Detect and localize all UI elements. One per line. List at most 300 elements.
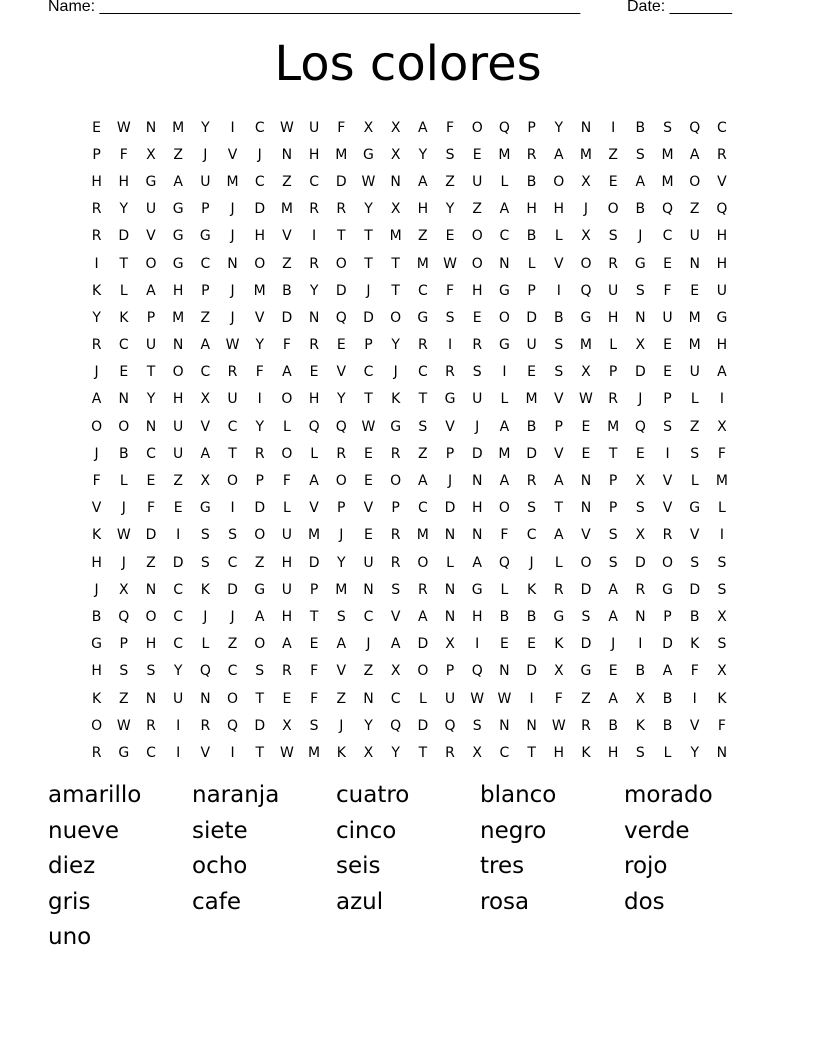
word-bank-item: cafe: [192, 888, 241, 915]
grid-letter: H: [91, 554, 102, 571]
grid-letter: A: [608, 690, 618, 707]
grid-letter: W: [443, 255, 457, 272]
grid-letter: S: [200, 527, 210, 544]
grid-letter: L: [554, 228, 563, 245]
grid-letter: S: [119, 663, 129, 680]
grid-letter: N: [689, 255, 700, 272]
grid-letter: S: [690, 554, 700, 571]
grid-letter: E: [472, 309, 482, 326]
grid-letter: B: [282, 282, 292, 299]
grid-letter: S: [635, 282, 645, 299]
grid-letter: J: [230, 608, 235, 625]
grid-letter: P: [445, 663, 455, 680]
grid-letter: B: [635, 663, 646, 680]
grid-letter: M: [335, 581, 348, 598]
grid-letter: Q: [308, 418, 320, 435]
grid-letter: G: [172, 228, 184, 245]
grid-letter: I: [665, 445, 670, 462]
grid-letter: S: [445, 146, 455, 163]
grid-letter: M: [308, 744, 321, 761]
grid-letter: I: [312, 228, 317, 245]
grid-letter: O: [498, 500, 510, 517]
grid-letter: Q: [335, 418, 347, 435]
grid-letter: I: [556, 282, 561, 299]
grid-letter: E: [663, 255, 672, 272]
grid-letter: G: [498, 282, 510, 299]
grid-letter: I: [230, 119, 235, 136]
grid-letter: W: [361, 418, 376, 435]
grid-letter: Q: [118, 608, 130, 625]
grid-letter: C: [173, 636, 184, 653]
grid-letter: R: [282, 663, 292, 680]
grid-letter: H: [254, 228, 265, 245]
grid-letter: V: [553, 445, 564, 462]
grid-letter: P: [527, 282, 536, 299]
grid-letter: T: [554, 500, 564, 517]
grid-letter: Y: [445, 201, 455, 218]
grid-letter: G: [444, 391, 456, 408]
grid-letter: L: [283, 500, 291, 517]
grid-letter: N: [580, 500, 592, 517]
grid-letter: H: [553, 201, 565, 218]
grid-letter: C: [118, 337, 129, 354]
grid-letter: H: [118, 173, 130, 190]
grid-letter: P: [92, 146, 101, 163]
grid-letter: Q: [498, 554, 510, 571]
grid-letter: A: [553, 527, 564, 544]
grid-letter: S: [581, 608, 591, 625]
grid-letter: R: [91, 337, 102, 354]
grid-letter: E: [146, 473, 156, 490]
grid-letter: M: [308, 527, 321, 544]
grid-letter: N: [145, 581, 157, 598]
grid-letter: E: [282, 690, 292, 707]
grid-letter: S: [309, 717, 319, 734]
grid-letter: E: [663, 337, 672, 354]
grid-letter: R: [608, 391, 619, 408]
grid-letter: G: [363, 146, 374, 163]
grid-letter: F: [255, 364, 264, 381]
grid-letter: J: [529, 554, 534, 571]
grid-letter: I: [447, 337, 453, 354]
grid-letter: X: [200, 473, 211, 490]
grid-letter: A: [717, 364, 727, 381]
grid-letter: S: [200, 554, 210, 571]
grid-letter: P: [445, 445, 455, 462]
grid-letter: Y: [119, 201, 129, 218]
grid-letter: D: [662, 636, 673, 653]
grid-letter: N: [145, 119, 157, 136]
grid-letter: O: [417, 554, 429, 571]
grid-letter: Q: [390, 717, 402, 734]
grid-letter: I: [176, 527, 181, 544]
grid-letter: N: [471, 473, 483, 490]
grid-letter: C: [200, 364, 211, 381]
grid-letter: J: [94, 445, 99, 462]
grid-letter: Y: [391, 337, 400, 354]
grid-letter: L: [201, 636, 210, 653]
grid-letter: A: [418, 473, 428, 490]
grid-letter: X: [146, 146, 156, 163]
grid-letter: J: [393, 364, 398, 381]
grid-letter: V: [390, 608, 401, 625]
grid-letter: N: [172, 337, 184, 354]
grid-letter: B: [689, 608, 700, 625]
grid-letter: L: [283, 418, 291, 435]
grid-letter: N: [526, 717, 537, 734]
grid-letter: E: [119, 364, 129, 381]
grid-letter: Z: [200, 309, 211, 326]
grid-letter: H: [281, 608, 293, 625]
grid-letter: N: [227, 255, 238, 272]
grid-letter: K: [581, 744, 591, 761]
word-bank-item: gris: [48, 888, 91, 915]
grid-letter: Q: [199, 663, 211, 680]
grid-letter: Y: [309, 282, 319, 299]
grid-letter: K: [119, 309, 129, 326]
grid-letter: J: [366, 282, 371, 299]
grid-letter: X: [390, 201, 401, 218]
grid-letter: G: [580, 309, 592, 326]
grid-letter: N: [118, 391, 130, 408]
grid-letter: C: [390, 690, 401, 707]
grid-letter: O: [390, 473, 402, 490]
grid-letter: J: [94, 364, 99, 381]
grid-letter: N: [145, 690, 157, 707]
grid-letter: C: [417, 282, 428, 299]
grid-letter: T: [364, 228, 373, 245]
grid-letter: D: [417, 717, 429, 734]
grid-letter: Y: [337, 554, 346, 571]
grid-letter: F: [663, 282, 672, 299]
grid-letter: Q: [227, 717, 239, 734]
grid-letter: D: [634, 364, 646, 381]
grid-letter: J: [339, 527, 344, 544]
grid-letter: E: [608, 663, 618, 680]
grid-letter: G: [118, 744, 130, 761]
grid-letter: R: [390, 554, 401, 571]
grid-letter: A: [635, 173, 646, 190]
grid-letter: R: [146, 717, 156, 734]
grid-letter: J: [203, 608, 208, 625]
grid-letter: W: [116, 119, 131, 136]
grid-letter: H: [607, 744, 619, 761]
grid-letter: U: [145, 337, 157, 354]
grid-letter: Z: [581, 690, 591, 707]
grid-letter: H: [91, 663, 102, 680]
grid-letter: T: [608, 445, 618, 462]
grid-letter: W: [579, 391, 593, 408]
grid-letter: M: [416, 255, 429, 272]
grid-letter: J: [339, 717, 344, 734]
grid-letter: S: [554, 364, 564, 381]
grid-letter: Y: [255, 418, 264, 435]
grid-letter: J: [230, 282, 235, 299]
grid-letter: M: [280, 201, 293, 218]
grid-letter: T: [309, 608, 319, 625]
grid-letter: M: [335, 146, 348, 163]
grid-letter: X: [200, 391, 211, 408]
grid-letter: Z: [689, 418, 700, 435]
grid-letter: L: [500, 581, 509, 598]
grid-letter: S: [717, 636, 727, 653]
grid-letter: L: [718, 500, 726, 517]
name-field-label: Name: ______________________________________________________: [48, 0, 581, 15]
grid-letter: R: [309, 201, 319, 218]
word-bank-item: amarillo: [48, 782, 142, 808]
grid-letter: O: [689, 173, 701, 190]
grid-letter: T: [337, 228, 346, 245]
grid-letter: V: [227, 146, 238, 163]
grid-letter: S: [663, 119, 672, 136]
grid-letter: P: [608, 500, 618, 517]
grid-letter: Q: [716, 201, 728, 218]
grid-letter: W: [116, 717, 131, 734]
grid-letter: D: [118, 228, 130, 245]
grid-letter: Z: [689, 201, 700, 218]
grid-letter: N: [580, 473, 592, 490]
grid-letter: C: [254, 119, 265, 136]
grid-letter: R: [309, 255, 319, 272]
grid-letter: N: [145, 418, 157, 435]
grid-letter: V: [717, 173, 727, 190]
grid-letter: Y: [690, 744, 699, 761]
grid-letter: U: [526, 337, 537, 354]
grid-letter: Z: [282, 255, 292, 272]
grid-letter: J: [230, 309, 235, 326]
grid-letter: X: [581, 173, 591, 190]
grid-letter: A: [309, 473, 319, 490]
grid-letter: D: [417, 636, 429, 653]
grid-letter: F: [282, 473, 291, 490]
grid-letter: Y: [92, 309, 101, 326]
grid-letter: A: [499, 201, 510, 218]
grid-letter: N: [635, 608, 646, 625]
grid-letter: R: [336, 445, 347, 462]
grid-letter: C: [146, 744, 156, 761]
grid-letter: B: [662, 690, 673, 707]
grid-letter: R: [91, 228, 102, 245]
grid-letter: S: [146, 663, 156, 680]
grid-letter: O: [553, 173, 565, 190]
grid-letter: D: [145, 527, 157, 544]
grid-letter: D: [335, 282, 347, 299]
grid-letter: M: [688, 309, 701, 326]
grid-letter: D: [172, 554, 184, 571]
word-bank-item: azul: [336, 888, 384, 915]
grid-letter: U: [662, 309, 673, 326]
grid-letter: U: [308, 119, 320, 136]
grid-letter: G: [553, 608, 565, 625]
grid-letter: Q: [335, 309, 347, 326]
grid-letter: A: [553, 473, 564, 490]
grid-letter: G: [199, 228, 211, 245]
grid-letter: Q: [662, 201, 674, 218]
grid-letter: E: [364, 473, 373, 490]
grid-letter: J: [257, 146, 262, 163]
grid-letter: O: [145, 608, 157, 625]
grid-letter: T: [119, 255, 129, 272]
grid-letter: W: [497, 690, 512, 707]
grid-letter: M: [715, 473, 728, 490]
grid-letter: X: [118, 581, 129, 598]
grid-letter: F: [717, 445, 726, 462]
grid-letter: I: [692, 690, 697, 707]
grid-letter: I: [230, 744, 235, 761]
grid-letter: R: [472, 337, 483, 354]
grid-letter: G: [91, 636, 103, 653]
grid-letter: H: [308, 146, 320, 163]
grid-letter: V: [553, 391, 564, 408]
grid-letter: E: [499, 636, 509, 653]
grid-letter: Y: [554, 119, 564, 136]
grid-letter: C: [146, 445, 156, 462]
grid-letter: T: [255, 690, 264, 707]
word-bank-item: naranja: [192, 782, 280, 808]
grid-letter: O: [471, 228, 483, 245]
grid-letter: J: [475, 418, 480, 435]
grid-letter: P: [663, 391, 672, 408]
grid-letter: D: [363, 309, 374, 326]
grid-letter: R: [553, 581, 564, 598]
grid-letter: T: [364, 255, 373, 272]
grid-letter: V: [363, 500, 374, 517]
word-bank-item: tres: [480, 853, 525, 880]
grid-letter: H: [308, 391, 320, 408]
grid-letter: E: [581, 418, 591, 435]
grid-letter: A: [662, 663, 673, 680]
grid-letter: B: [635, 119, 646, 136]
grid-letter: G: [172, 201, 184, 218]
grid-letter: S: [635, 744, 645, 761]
grid-letter: H: [281, 554, 293, 571]
grid-letter: Z: [608, 146, 618, 163]
grid-letter: H: [716, 255, 728, 272]
grid-letter: M: [579, 337, 593, 354]
grid-letter: S: [228, 527, 237, 544]
grid-letter: L: [609, 337, 618, 354]
grid-letter: J: [638, 391, 643, 408]
grid-letter: E: [173, 500, 183, 517]
grid-letter: R: [200, 717, 211, 734]
grid-letter: D: [526, 663, 537, 680]
grid-letter: S: [608, 228, 618, 245]
grid-letter: V: [309, 500, 319, 517]
grid-letter: I: [257, 391, 262, 408]
grid-letter: A: [499, 473, 510, 490]
grid-letter: O: [254, 636, 266, 653]
grid-letter: U: [472, 391, 483, 408]
grid-letter: O: [498, 309, 510, 326]
grid-letter: B: [526, 173, 537, 190]
grid-letter: S: [527, 500, 537, 517]
grid-letter: B: [526, 228, 537, 245]
grid-letter: R: [390, 445, 401, 462]
grid-letter: B: [91, 608, 102, 625]
grid-letter: X: [472, 744, 483, 761]
grid-letter: F: [119, 146, 128, 163]
grid-letter: O: [335, 473, 347, 490]
grid-letter: C: [417, 364, 428, 381]
grid-letter: E: [336, 337, 346, 354]
grid-letter: N: [635, 309, 646, 326]
grid-letter: Y: [364, 717, 373, 734]
word-bank-item: rosa: [480, 888, 530, 915]
grid-letter: A: [200, 445, 211, 462]
grid-letter: S: [717, 554, 727, 571]
grid-letter: A: [200, 337, 211, 354]
grid-letter: Q: [498, 119, 510, 136]
grid-letter: I: [230, 500, 235, 517]
grid-letter: T: [418, 744, 428, 761]
word-bank-item: negro: [480, 817, 547, 844]
grid-letter: B: [553, 309, 564, 326]
grid-letter: D: [580, 581, 592, 598]
grid-letter: C: [499, 228, 510, 245]
grid-letter: O: [471, 119, 483, 136]
grid-letter: E: [663, 364, 672, 381]
grid-letter: M: [498, 445, 511, 462]
grid-letter: H: [471, 608, 483, 625]
grid-letter: L: [500, 391, 509, 408]
grid-letter: Z: [282, 173, 292, 190]
grid-letter: B: [662, 717, 673, 734]
grid-letter: C: [200, 255, 211, 272]
grid-letter: X: [390, 146, 401, 163]
grid-letter: I: [719, 391, 724, 408]
grid-letter: W: [279, 119, 294, 136]
grid-letter: L: [527, 255, 536, 272]
grid-letter: M: [661, 146, 674, 163]
grid-letter: V: [581, 527, 591, 544]
grid-letter: U: [472, 173, 483, 190]
grid-letter: M: [226, 173, 239, 190]
grid-letter: M: [525, 391, 538, 408]
word-bank-item: ocho: [192, 853, 248, 880]
grid-letter: O: [91, 717, 103, 734]
grid-letter: Q: [580, 282, 592, 299]
grid-letter: O: [390, 309, 402, 326]
grid-letter: K: [200, 581, 210, 598]
grid-letter: O: [91, 418, 103, 435]
grid-letter: Z: [363, 663, 374, 680]
grid-letter: N: [200, 690, 211, 707]
grid-letter: V: [445, 418, 455, 435]
grid-letter: C: [499, 744, 510, 761]
grid-letter: K: [717, 690, 727, 707]
grid-letter: M: [661, 173, 674, 190]
grid-letter: G: [716, 309, 728, 326]
grid-letter: E: [309, 364, 319, 381]
grid-letter: W: [279, 744, 294, 761]
grid-letter: S: [554, 337, 564, 354]
grid-letter: M: [579, 146, 593, 163]
grid-letter: Q: [444, 717, 456, 734]
grid-letter: C: [363, 364, 374, 381]
grid-letter: K: [336, 744, 346, 761]
grid-letter: X: [635, 527, 646, 544]
grid-letter: O: [118, 418, 130, 435]
grid-letter: V: [662, 473, 673, 490]
grid-letter: L: [500, 173, 509, 190]
grid-letter: X: [717, 663, 727, 680]
grid-letter: V: [689, 717, 700, 734]
grid-letter: R: [91, 744, 102, 761]
grid-letter: C: [227, 554, 238, 571]
grid-letter: K: [635, 717, 645, 734]
date-field-label: Date: _______: [627, 0, 732, 15]
grid-letter: Z: [118, 690, 129, 707]
